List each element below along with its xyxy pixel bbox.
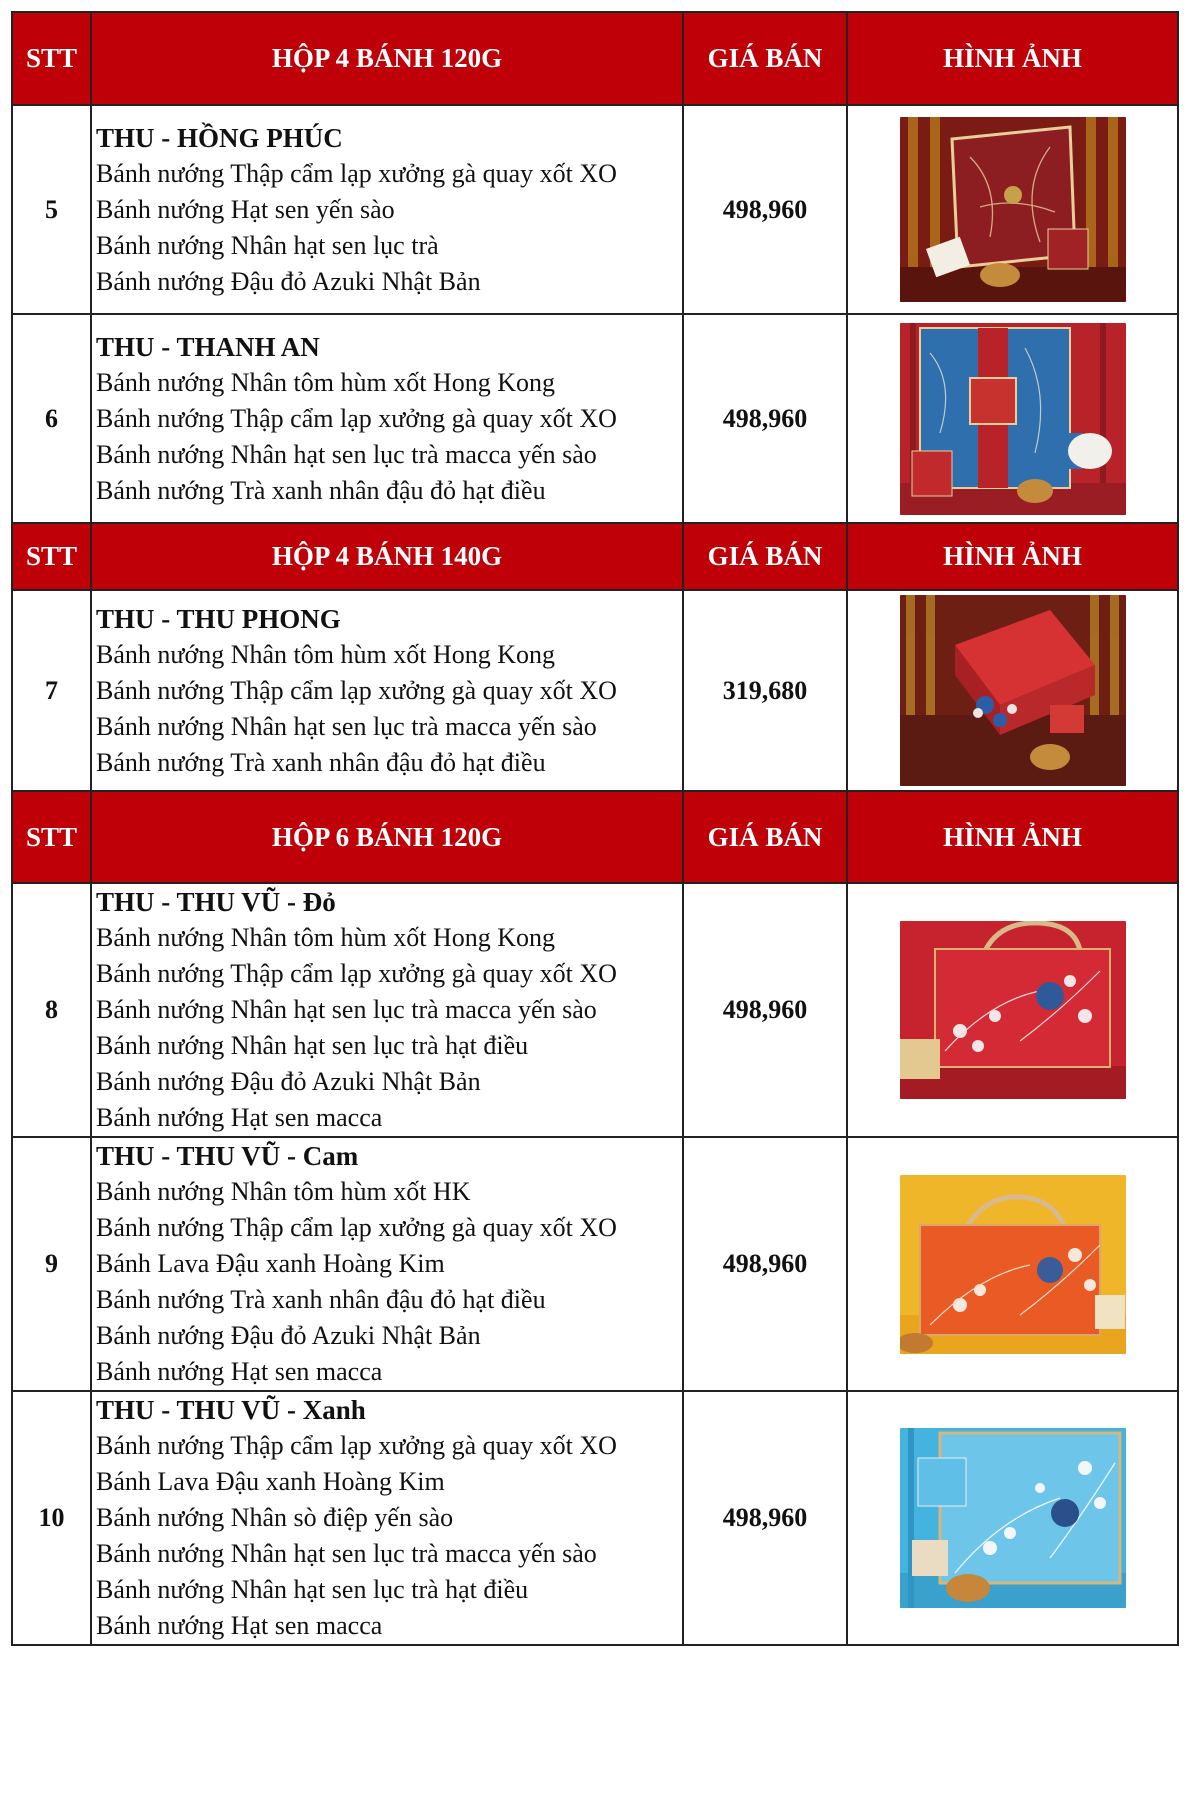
header-stt: STT (12, 12, 91, 105)
row-number: 8 (12, 883, 91, 1137)
product-image (900, 117, 1126, 302)
cake-item: Bánh nướng Trà xanh nhân đậu đỏ hạt điều (96, 1285, 546, 1314)
image-cell (847, 1137, 1178, 1391)
cake-item: Bánh nướng Đậu đỏ Azuki Nhật Bản (96, 1321, 481, 1350)
table-row (12, 314, 1178, 523)
product-price: 498,960 (683, 314, 847, 523)
cake-item: Bánh nướng Hạt sen macca (96, 1357, 383, 1386)
header-box-type: HỘP 4 BÁNH 140G (91, 523, 683, 590)
cake-item: Bánh nướng Nhân hạt sen lục trà macca yến sào (96, 1539, 597, 1568)
cake-item: Bánh nướng Nhân hạt sen lục trà macca yến sào (96, 995, 597, 1024)
table-row (12, 1391, 1178, 1645)
cake-item: Bánh nướng Trà xanh nhân đậu đỏ hạt điều (96, 747, 546, 777)
product-image (900, 1428, 1126, 1608)
section-header (12, 791, 1178, 883)
product-price: 498,960 (683, 883, 847, 1137)
product-price: 498,960 (683, 105, 847, 314)
section-header (12, 12, 1178, 105)
cake-item: Bánh Lava Đậu xanh Hoàng Kim (96, 1467, 445, 1496)
product-price: 498,960 (683, 1137, 847, 1391)
product-description (91, 590, 683, 791)
image-cell (847, 105, 1178, 314)
image-cell (847, 1391, 1178, 1645)
table-row (12, 105, 1178, 314)
product-name: THU - HỒNG PHÚC (96, 122, 343, 153)
image-cell (847, 590, 1178, 791)
product-name: THU - THU PHONG (96, 603, 341, 634)
cake-item: Bánh nướng Nhân hạt sen lục trà (96, 230, 439, 260)
cake-item: Bánh nướng Thập cẩm lạp xưởng gà quay xốt XO (96, 1431, 617, 1460)
cake-item: Bánh nướng Hạt sen macca (96, 1611, 383, 1640)
row-number: 5 (12, 105, 91, 314)
cake-item: Bánh nướng Nhân tôm hùm xốt Hong Kong (96, 639, 555, 669)
cake-item: Bánh nướng Thập cẩm lạp xưởng gà quay xốt XO (96, 675, 617, 705)
table-row (12, 883, 1178, 1137)
image-cell (847, 883, 1178, 1137)
product-image (900, 921, 1126, 1099)
header-stt: STT (12, 791, 91, 883)
product-image (900, 1175, 1126, 1354)
product-image (900, 595, 1126, 786)
product-name: THU - THU VŨ - Đỏ (96, 887, 336, 917)
header-price: GIÁ BÁN (683, 791, 847, 883)
header-price: GIÁ BÁN (683, 12, 847, 105)
row-number: 7 (12, 590, 91, 791)
image-cell (847, 314, 1178, 523)
cake-item: Bánh nướng Trà xanh nhân đậu đỏ hạt điều (96, 475, 546, 505)
product-price: 498,960 (683, 1391, 847, 1645)
cake-item: Bánh Lava Đậu xanh Hoàng Kim (96, 1249, 445, 1278)
header-image: HÌNH ẢNH (847, 12, 1178, 105)
product-description (91, 1391, 683, 1645)
product-name: THU - THU VŨ - Xanh (96, 1395, 366, 1425)
cake-item: Bánh nướng Thập cẩm lạp xưởng gà quay xốt XO (96, 959, 617, 988)
cake-item: Bánh nướng Nhân hạt sen lục trà macca yến sào (96, 439, 597, 469)
header-box-type: HỘP 4 BÁNH 120G (91, 12, 683, 105)
section-header (12, 523, 1178, 590)
product-description (91, 314, 683, 523)
header-box-type: HỘP 6 BÁNH 120G (91, 791, 683, 883)
cake-item: Bánh nướng Nhân hạt sen lục trà macca yến sào (96, 711, 597, 741)
header-stt: STT (12, 523, 91, 590)
cake-item: Bánh nướng Hạt sen yến sào (96, 194, 395, 224)
product-image (900, 323, 1126, 515)
header-image: HÌNH ẢNH (847, 791, 1178, 883)
row-number: 9 (12, 1137, 91, 1391)
header-price: GIÁ BÁN (683, 523, 847, 590)
product-name: THU - THANH AN (96, 331, 320, 362)
product-description (91, 883, 683, 1137)
cake-item: Bánh nướng Đậu đỏ Azuki Nhật Bản (96, 1067, 481, 1096)
cake-item: Bánh nướng Nhân hạt sen lục trà hạt điều (96, 1031, 529, 1060)
cake-item: Bánh nướng Nhân tôm hùm xốt Hong Kong (96, 923, 555, 952)
table-row (12, 1137, 1178, 1391)
price-table (11, 11, 1179, 1646)
row-number: 10 (12, 1391, 91, 1645)
cake-item: Bánh nướng Nhân tôm hùm xốt HK (96, 1177, 471, 1206)
product-description (91, 105, 683, 314)
cake-item: Bánh nướng Thập cẩm lạp xưởng gà quay xốt XO (96, 158, 617, 188)
product-price: 319,680 (683, 590, 847, 791)
row-number: 6 (12, 314, 91, 523)
cake-item: Bánh nướng Hạt sen macca (96, 1103, 383, 1132)
header-image: HÌNH ẢNH (847, 523, 1178, 590)
table-row (12, 590, 1178, 791)
cake-item: Bánh nướng Nhân tôm hùm xốt Hong Kong (96, 367, 555, 397)
cake-item: Bánh nướng Nhân sò điệp yến sào (96, 1503, 454, 1532)
cake-item: Bánh nướng Nhân hạt sen lục trà hạt điều (96, 1575, 529, 1604)
product-name: THU - THU VŨ - Cam (96, 1141, 359, 1171)
cake-item: Bánh nướng Thập cẩm lạp xưởng gà quay xốt XO (96, 403, 617, 433)
cake-item: Bánh nướng Thập cẩm lạp xưởng gà quay xốt XO (96, 1213, 617, 1242)
cake-item: Bánh nướng Đậu đỏ Azuki Nhật Bản (96, 266, 481, 296)
product-description (91, 1137, 683, 1391)
